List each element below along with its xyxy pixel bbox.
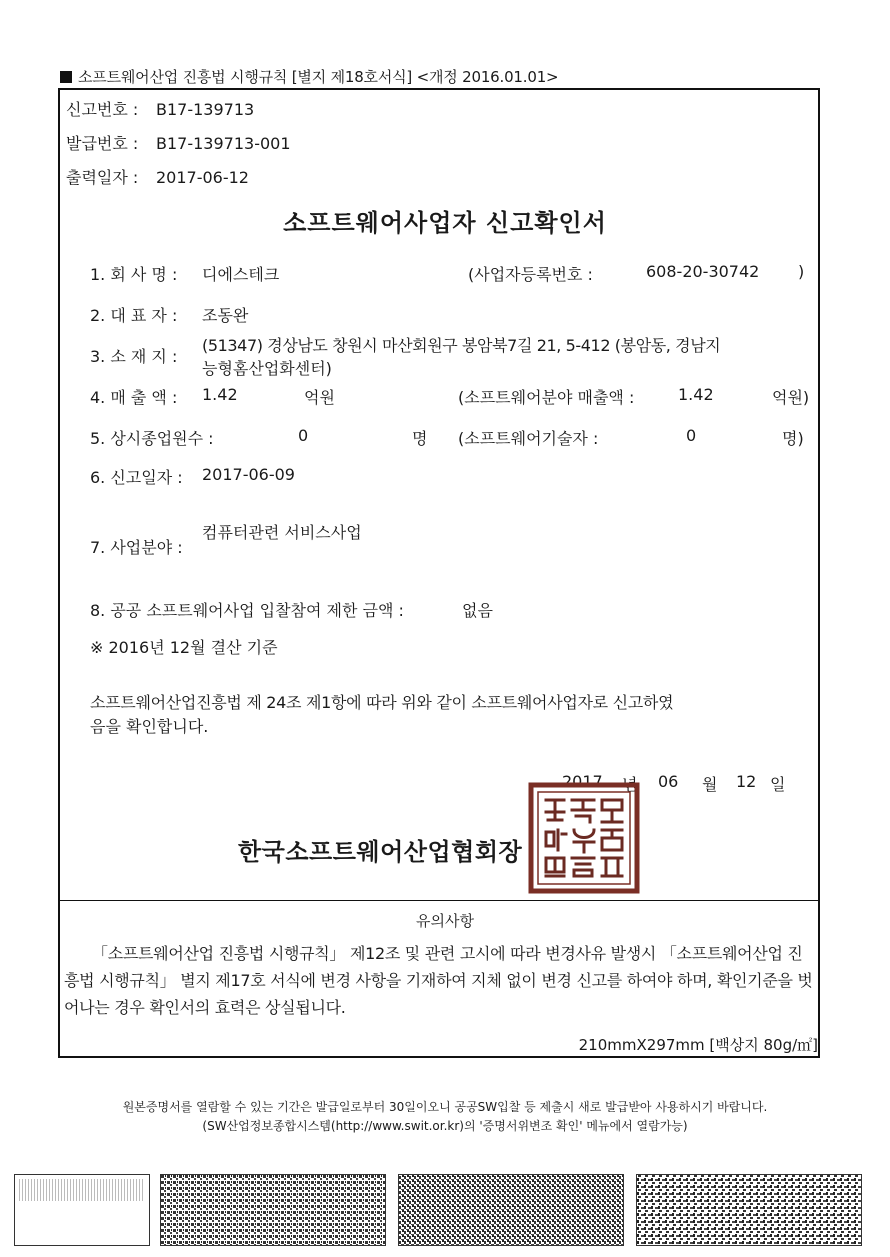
sw-staff-value: 0 — [686, 426, 697, 445]
report-date-label: 6. 신고일자 : — [90, 468, 183, 487]
barcode-pattern-2 — [399, 1175, 624, 1246]
report-number-row — [66, 97, 254, 120]
2d-barcode-1-icon — [160, 1174, 386, 1246]
sw-staff-unit: 명) — [782, 429, 804, 448]
date-month-unit: 월 — [702, 775, 718, 794]
bizno-label: (사업자등록번호 : — [468, 265, 593, 284]
company-name: 디에스테크 — [202, 265, 280, 284]
sw-sales-unit: 억원) — [772, 388, 810, 407]
sales-value: 1.42 — [202, 385, 238, 404]
report-number-label: 신고번호 : — [66, 100, 139, 119]
footer-note-2: (SW산업정보종합시스템(http://www.swit.or.kr)의 '증명서위변조 확인' 메뉴에서 열람가능) — [202, 1119, 688, 1133]
date-year: 2017 — [562, 772, 603, 791]
sw-sales-value: 1.42 — [678, 385, 714, 404]
issuer-name: 한국소프트웨어산업협회장 — [238, 838, 523, 866]
square-bullet-icon — [60, 71, 72, 83]
date-day-unit: 일 — [770, 775, 786, 794]
business-field-label: 7. 사업분야 : — [90, 538, 183, 557]
report-date: 2017-06-09 — [202, 465, 295, 484]
bizno-value: 608-20-30742 — [646, 262, 760, 281]
issue-number-row — [66, 131, 291, 154]
address-line-2: 능형홈산업화센터) — [202, 359, 332, 378]
representative-label: 2. 대 표 자 : — [90, 306, 178, 325]
notice-body: 「소프트웨어산업 진흥법 시행규칙」 제12조 및 관련 고시에 따라 변경사유 발생시 「소프트웨어산업 진흥법 시행규칙」 별지 제17호 서식에 변경 사항을 기재하여 지체 없이 변경 신고를 하여야 하며, 확인기준을 벗어나는 경우 확인서의 효력은 상실됩니다. — [64, 944, 813, 1017]
date-day: 12 — [736, 772, 757, 791]
date-month: 06 — [658, 772, 679, 791]
issue-number-label: 발급번호 : — [66, 134, 139, 153]
notice-divider — [60, 900, 818, 901]
sw-sales-label: (소프트웨어분야 매출액 : — [458, 388, 635, 407]
notice-title: 유의사항 — [416, 912, 474, 930]
footer-note-1: 원본증명서를 열람할 수 있는 기간은 발급일로부터 30일이오니 공공SW입찰 등 제출시 새로 발급받아 사용하시기 바랍니다. — [122, 1100, 768, 1114]
print-date-label: 출력일자 : — [66, 168, 139, 187]
barcode-blank-box — [14, 1174, 150, 1246]
company-label: 1. 회 사 명 : — [90, 265, 178, 284]
sales-unit: 억원 — [304, 388, 335, 407]
sw-staff-label: (소프트웨어기술자 : — [458, 429, 599, 448]
statement-line-1: 소프트웨어산업진흥법 제 24조 제1항에 따라 위와 같이 소프트웨어사업자로 신고하였 — [90, 693, 674, 712]
2d-barcode-2-icon — [398, 1174, 624, 1246]
bid-limit-label: 8. 공공 소프트웨어사업 입찰참여 제한 금액 : — [90, 601, 404, 620]
print-date: 2017-06-12 — [156, 168, 249, 187]
business-field: 컴퓨터관련 서비스사업 — [202, 523, 362, 542]
2d-barcode-3-icon — [636, 1174, 862, 1246]
official-seal-icon — [528, 782, 640, 894]
representative-name: 조동완 — [202, 306, 249, 325]
staff-value: 0 — [298, 426, 309, 445]
date-year-unit: 년 — [622, 775, 638, 794]
report-number: B17-139713 — [156, 100, 255, 119]
sales-label: 4. 매 출 액 : — [90, 388, 178, 407]
barcode-pattern-1 — [161, 1175, 386, 1246]
print-date-row — [66, 165, 249, 188]
staff-unit: 명 — [412, 429, 428, 448]
document-title: 소프트웨어사업자 신고확인서 — [283, 209, 607, 237]
address-line-1: (51347) 경상남도 창원시 마산회원구 봉암북7길 21, 5-412 (봉암동, 경남지 — [202, 336, 721, 355]
bid-limit-value: 없음 — [462, 601, 493, 620]
issue-number: B17-139713-001 — [156, 134, 291, 153]
barcode-pattern-3 — [637, 1175, 862, 1246]
address-label: 3. 소 재 지 : — [90, 347, 178, 366]
paper-spec: 210mmX297mm [백상지 80g/㎡] — [578, 1036, 818, 1054]
settlement-basis-note: ※ 2016년 12월 결산 기준 — [90, 638, 278, 657]
bizno-close: ) — [798, 262, 805, 281]
staff-label: 5. 상시종업원수 : — [90, 429, 214, 448]
form-reference-text: 소프트웨어산업 진흥법 시행규칙 [별지 제18호서식] <개정 2016.01.01> — [78, 68, 559, 86]
form-reference — [60, 66, 558, 87]
statement-line-2: 음을 확인합니다. — [90, 717, 209, 736]
